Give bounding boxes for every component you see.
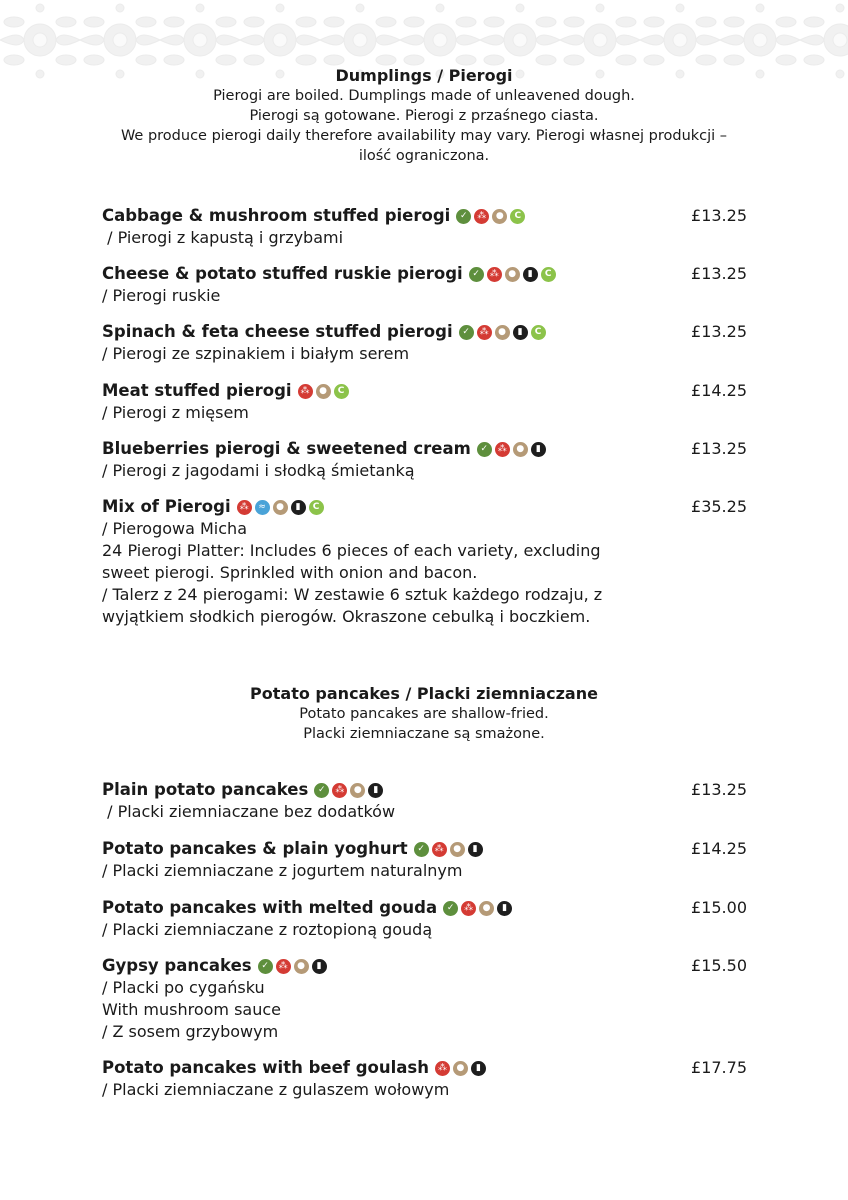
menu-item-description-line: / Z sosem grzybowym — [102, 1022, 279, 1041]
vegetarian-icon: ✓ — [477, 442, 492, 457]
milk-icon: ▮ — [523, 267, 538, 282]
menu-item-name-row — [102, 779, 747, 801]
pierogi-section-header — [0, 66, 848, 166]
section-description-line: Potato pancakes are shallow-fried. — [299, 706, 549, 722]
vegetarian-icon: ✓ — [459, 325, 474, 340]
menu-item-description-line: / Placki ziemniaczane z jogurtem naturalnym — [102, 861, 463, 880]
milk-icon: ▮ — [531, 442, 546, 457]
gluten-icon: ⁂ — [474, 209, 489, 224]
menu-item-price: £15.00 — [691, 898, 747, 917]
menu-item[interactable] — [102, 438, 747, 482]
milk-icon: ▮ — [513, 325, 528, 340]
allergen-icons — [414, 842, 483, 857]
milk-icon: ▮ — [312, 959, 327, 974]
menu-item-price: £13.25 — [691, 780, 747, 799]
menu-item[interactable] — [102, 897, 747, 941]
menu-item[interactable] — [102, 380, 747, 424]
vegetarian-icon: ✓ — [469, 267, 484, 282]
celery-icon: C — [334, 384, 349, 399]
menu-item[interactable] — [102, 321, 747, 365]
menu-item-price: £13.25 — [691, 322, 747, 341]
menu-item-price: £35.25 — [691, 497, 747, 516]
celery-icon: C — [541, 267, 556, 282]
gluten-icon: ⁂ — [237, 500, 252, 515]
menu-item-name: Potato pancakes with beef goulash — [102, 1058, 429, 1077]
menu-item[interactable] — [102, 838, 747, 882]
menu-item-description-line: With mushroom sauce — [102, 1000, 282, 1019]
menu-item-price: £15.50 — [691, 956, 747, 975]
menu-item-description-line: / Placki ziemniaczane z roztopioną goudą — [102, 920, 433, 939]
section-description-line: We produce pierogi daily therefore availability may vary. Pierogi własnej produkcji – — [120, 128, 728, 144]
egg-icon: ● — [350, 783, 365, 798]
menu-item-name-row — [102, 1057, 747, 1079]
egg-icon: ● — [294, 959, 309, 974]
allergen-icons — [469, 267, 556, 282]
allergen-icons — [477, 442, 546, 457]
menu-item-description-line: sweet pierogi. Sprinkled with onion and bacon. — [102, 563, 478, 582]
menu-item[interactable] — [102, 205, 747, 249]
gluten-icon: ⁂ — [276, 959, 291, 974]
allergen-icons — [459, 325, 546, 340]
section-title: Potato pancakes / Placki ziemniaczane — [250, 684, 598, 703]
menu-item-name: Cheese & potato stuffed ruskie pierogi — [102, 264, 463, 283]
milk-icon: ▮ — [468, 842, 483, 857]
menu-item-description-line: 24 Pierogi Platter: Includes 6 pieces of each variety, excluding — [102, 541, 601, 560]
menu-item-name-row — [102, 205, 747, 227]
menu-item-price: £13.25 — [691, 439, 747, 458]
menu-item-description-line: / Pierogi ruskie — [102, 286, 221, 305]
menu-item-name-row — [102, 263, 747, 285]
milk-icon: ▮ — [497, 901, 512, 916]
egg-icon: ● — [492, 209, 507, 224]
menu-item-name-row — [102, 380, 747, 402]
allergen-icons — [435, 1061, 486, 1076]
menu-item-name: Spinach & feta cheese stuffed pierogi — [102, 322, 453, 341]
menu-item-name-row — [102, 897, 747, 919]
menu-item-description-line: / Talerz z 24 pierogami: W zestawie 6 sztuk każdego rodzaju, z — [102, 585, 603, 604]
celery-icon: C — [510, 209, 525, 224]
egg-icon: ● — [479, 901, 494, 916]
allergen-icons — [298, 384, 349, 399]
gluten-icon: ⁂ — [432, 842, 447, 857]
menu-item-price: £13.25 — [691, 206, 747, 225]
egg-icon: ● — [495, 325, 510, 340]
menu-item-description-line: / Pierogi z mięsem — [102, 403, 249, 422]
gluten-icon: ⁂ — [332, 783, 347, 798]
milk-icon: ▮ — [291, 500, 306, 515]
menu-item-description-line: / Pierogi z jagodami i słodką śmietanką — [102, 461, 415, 480]
gluten-icon: ⁂ — [435, 1061, 450, 1076]
menu-item-name: Blueberries pierogi & sweetened cream — [102, 439, 471, 458]
menu-item-description-line: / Pierogowa Micha — [102, 519, 247, 538]
allergen-icons — [314, 783, 383, 798]
celery-icon: C — [309, 500, 324, 515]
egg-icon: ● — [316, 384, 331, 399]
menu-item-description-line: / Pierogi ze szpinakiem i białym serem — [102, 344, 410, 363]
milk-icon: ▮ — [471, 1061, 486, 1076]
menu-item-price: £14.25 — [691, 381, 747, 400]
section-description-line: ilość ograniczona. — [358, 148, 490, 164]
menu-item-description-line: / Placki po cygańsku — [102, 978, 265, 997]
allergen-icons — [443, 901, 512, 916]
menu-item[interactable] — [102, 779, 747, 823]
section-description-line: Pierogi są gotowane. Pierogi z przaśnego ciasta. — [249, 108, 599, 124]
egg-icon: ● — [513, 442, 528, 457]
menu-item-name: Potato pancakes & plain yoghurt — [102, 839, 408, 858]
menu-item-name-row — [102, 321, 747, 343]
menu-item-name-row — [102, 438, 747, 460]
vegetarian-icon: ✓ — [443, 901, 458, 916]
menu-item-name-row — [102, 838, 747, 860]
egg-icon: ● — [450, 842, 465, 857]
menu-item-price: £14.25 — [691, 839, 747, 858]
menu-item-name: Gypsy pancakes — [102, 956, 252, 975]
section-title: Dumplings / Pierogi — [335, 66, 513, 85]
egg-icon: ● — [505, 267, 520, 282]
menu-item-name: Cabbage & mushroom stuffed pierogi — [102, 206, 451, 225]
menu-item-description-line: wyjątkiem słodkich pierogów. Okraszone cebulką i boczkiem. — [102, 607, 591, 626]
pancakes-section-header — [0, 684, 848, 744]
menu-item-name: Mix of Pierogi — [102, 497, 231, 516]
allergen-icons — [456, 209, 525, 224]
gluten-icon: ⁂ — [461, 901, 476, 916]
gluten-icon: ⁂ — [487, 267, 502, 282]
menu-item-name: Plain potato pancakes — [102, 780, 309, 799]
vegetarian-icon: ✓ — [414, 842, 429, 857]
gluten-icon: ⁂ — [477, 325, 492, 340]
menu-item-name-row — [102, 955, 747, 977]
menu-item-description-line: / Placki ziemniaczane z gulaszem wołowym — [102, 1080, 450, 1099]
menu-item[interactable] — [102, 1057, 747, 1101]
allergen-icons — [237, 500, 324, 515]
menu-item[interactable] — [102, 955, 747, 1043]
gluten-icon: ⁂ — [495, 442, 510, 457]
menu-item[interactable] — [102, 496, 747, 628]
menu-item-name-row — [102, 496, 747, 518]
allergen-icons — [258, 959, 327, 974]
section-description-line: Placki ziemniaczane są smażone. — [303, 726, 545, 742]
fish-icon: ≈ — [255, 500, 270, 515]
menu-item[interactable] — [102, 263, 747, 307]
section-description-line: Pierogi are boiled. Dumplings made of unleavened dough. — [213, 88, 635, 104]
menu-item-name: Meat stuffed pierogi — [102, 381, 292, 400]
milk-icon: ▮ — [368, 783, 383, 798]
menu-item-price: £17.75 — [691, 1058, 747, 1077]
vegetarian-icon: ✓ — [314, 783, 329, 798]
menu-item-description-line: / Placki ziemniaczane bez dodatków — [102, 802, 396, 821]
menu-item-name: Potato pancakes with melted gouda — [102, 898, 438, 917]
menu-item-description-line: / Pierogi z kapustą i grzybami — [102, 228, 344, 247]
vegetarian-icon: ✓ — [456, 209, 471, 224]
vegetarian-icon: ✓ — [258, 959, 273, 974]
menu-item-price: £13.25 — [691, 264, 747, 283]
gluten-icon: ⁂ — [298, 384, 313, 399]
egg-icon: ● — [273, 500, 288, 515]
egg-icon: ● — [453, 1061, 468, 1076]
celery-icon: C — [531, 325, 546, 340]
